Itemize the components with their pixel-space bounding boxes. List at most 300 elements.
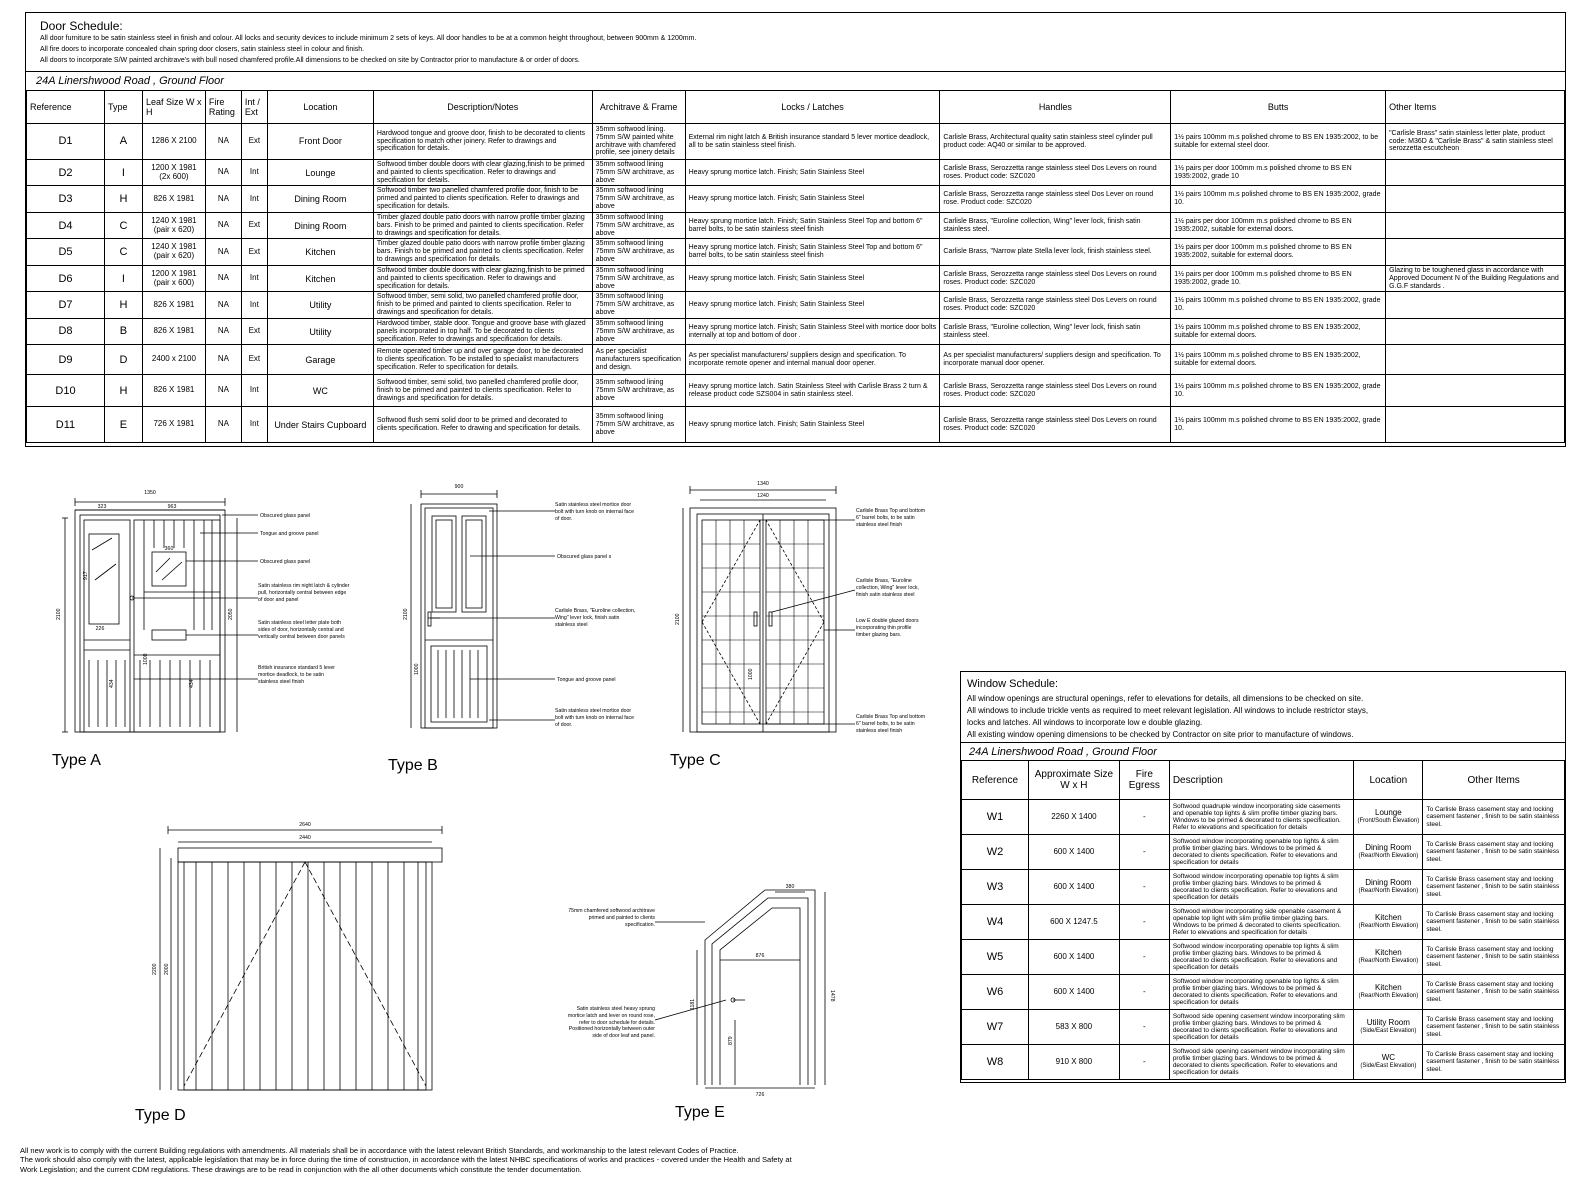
door-cell-ref: D10 xyxy=(27,375,105,407)
door-cell-locks: External rim night latch & British insurance standard 5 lever mortice deadlock, all to be satin stainless steel finish. xyxy=(685,124,940,160)
window-cell-desc: Softwood side opening casement window incorporating slim profile timber glazing bars. Windows to be primed & decorated to clients specification. Refer to elevations and specification for details xyxy=(1169,1045,1354,1080)
col-header: Reference xyxy=(962,761,1029,800)
window-note: All existing window opening dimensions to be checked by Contractor on site prior to manufacture of windows. xyxy=(967,730,1354,739)
door-cell-loc: Dining Room xyxy=(267,212,373,238)
col-header: Location xyxy=(267,91,373,124)
door-cell-type: E xyxy=(104,407,142,443)
window-cell-ref: W4 xyxy=(962,905,1029,940)
door-cell-handles: Carlisle Brass, Serozzetta range stainless steel Dos Lever on round rose. Product code: SZC020 xyxy=(940,186,1171,212)
col-header: Fire Rating xyxy=(205,91,241,124)
window-cell-desc: Softwood window incorporating openable top lights & slim profile timber glazing bars. Windows to be primed & decorated to clients specification. Refer to elevations and specification for details xyxy=(1169,975,1354,1010)
door-cell-ie: Int xyxy=(241,186,267,212)
door-cell-other xyxy=(1386,160,1565,186)
type-b-drawing xyxy=(411,490,555,728)
door-cell-fire: NA xyxy=(205,212,241,238)
door-cell-ref: D7 xyxy=(27,292,105,318)
annotation: Carlisle Brass, "Euroline collection, Wing" lever lock, finish satin stainless steel xyxy=(555,608,636,628)
door-cell-arch: 35mm softwood lining 75mm S/W architrave, as above xyxy=(592,407,685,443)
dim-label: 963 xyxy=(167,504,177,510)
door-schedule-title: Door Schedule: xyxy=(40,19,123,33)
type-e-label: Type E xyxy=(675,1104,725,1121)
door-cell-ref: D6 xyxy=(27,265,105,291)
type-d-drawing xyxy=(160,826,442,1090)
door-cell-butts: 1½ pairs 100mm m.s polished chrome to BS EN 1935:2002, suitable for external doors. xyxy=(1171,345,1386,375)
type-b-label: Type B xyxy=(388,757,438,774)
dim-label: 2100 xyxy=(675,613,681,625)
footer-line: Work Legislation; and the current CDM regulations. These drawings are to be read in conjunction with the all other documents which constitute the tender documentation. xyxy=(20,1164,582,1174)
window-row xyxy=(962,1010,1565,1045)
door-row xyxy=(27,345,1565,375)
door-note: All door furniture to be satin stainless steel in finish and colour. All locks and security devices to include minimum 2 sets of keys. All door handles to be at a common height throughout, between 900mm & 1200mm. xyxy=(40,35,697,42)
window-cell-desc: Softwood window incorporating side openable casement & openable top light with slim profile timber glazing bars. Windows to be primed & decorated to clients specification. Refer to elevations and specification for details xyxy=(1169,905,1354,940)
window-cell-loc xyxy=(1354,975,1423,1010)
door-cell-ref: D5 xyxy=(27,239,105,265)
window-cell-desc: Softwood window incorporating openable top lights & slim profile timber glazing bars. Windows to be primed & decorated to clients specification. Refer to elevations and specification for details xyxy=(1169,870,1354,905)
col-header: Other Items xyxy=(1386,91,1565,124)
annotation: Satin stainless steel letter plate both sides of door, horizontally central and vertically central between door panels xyxy=(258,620,345,640)
door-cell-other xyxy=(1386,407,1565,443)
dim-label: 2440 xyxy=(299,835,311,841)
col-header: Butts xyxy=(1171,91,1386,124)
door-cell-other xyxy=(1386,345,1565,375)
door-cell-arch: As per specialist manufacturers specification and design. xyxy=(592,345,685,375)
window-schedule xyxy=(960,671,1566,1083)
door-cell-type: I xyxy=(104,160,142,186)
door-cell-locks: Heavy sprung mortice latch. Finish; Satin Stainless Steel xyxy=(685,160,940,186)
annotation: Carlisle Brass, "Euroline collection, Wing" lever lock, finish satin stainless steel xyxy=(856,578,919,598)
door-cell-arch: 35mm softwood lining 75mm S/W architrave, as above xyxy=(592,212,685,238)
annotation: Tongue and groove panel xyxy=(557,677,616,683)
door-cell-type: D xyxy=(104,345,142,375)
door-note: All doors to incorporate S/W painted architrave's with bull nosed chamfered profile.All dimensions to be checked on site by Contractor prior to manufacture & or order of doors. xyxy=(40,57,580,64)
window-cell-desc: Softwood window incorporating openable top lights & slim profile timber glazing bars. Windows to be primed & decorated to clients specification. Refer to elevations and specification for details xyxy=(1169,940,1354,975)
window-location: Lounge xyxy=(1375,808,1402,818)
annotation: Satin stainless steel mortice door bolt with turn knob on internal face of door. xyxy=(555,502,635,522)
col-header: Leaf Size W x H xyxy=(142,91,205,124)
window-table xyxy=(961,760,1565,1080)
dim-label: 2100 xyxy=(403,608,409,620)
door-cell-desc: Softwood timber, semi solid, two panelled chamfered profile door, finish to be primed and painted to clients specification. Refer to drawings and specification for details. xyxy=(373,375,592,407)
door-cell-type: B xyxy=(104,318,142,344)
col-header: Description/Notes xyxy=(373,91,592,124)
window-cell-loc xyxy=(1354,1010,1423,1045)
door-cell-type: C xyxy=(104,239,142,265)
door-row xyxy=(27,292,1565,318)
door-cell-desc: Softwood timber two panelled chamfered profile door, finish to be primed and painted to clients specification. Refer to drawings and specification for details. xyxy=(373,186,592,212)
door-row xyxy=(27,265,1565,291)
window-elevation: (Rear/North Elevation) xyxy=(1358,993,1419,1000)
door-cell-loc: Dining Room xyxy=(267,186,373,212)
window-cell-ref: W6 xyxy=(962,975,1029,1010)
window-row xyxy=(962,940,1565,975)
door-schedule-subtitle: 24A Linershwood Road , Ground Floor xyxy=(26,71,1565,89)
door-cell-handles: Carlisle Brass, Serozzetta range stainless steel Dos Levers on round roses. Product code: SZC020 xyxy=(940,407,1171,443)
door-cell-fire: NA xyxy=(205,124,241,160)
window-cell-other: To Carlisle Brass casement stay and locking casement fastener , finish to be satin stainless steel. xyxy=(1423,905,1565,940)
door-row xyxy=(27,407,1565,443)
door-cell-ie: Int xyxy=(241,407,267,443)
door-cell-size: 1286 X 2100 xyxy=(142,124,205,160)
dim-label: 226 xyxy=(95,626,105,632)
window-note: All window openings are structural openings, refer to elevations for details, all dimensions to be checked on site. xyxy=(967,694,1364,703)
col-header: Fire Egress xyxy=(1119,761,1169,800)
window-row xyxy=(962,975,1565,1010)
window-elevation: (Rear/North Elevation) xyxy=(1358,958,1419,965)
window-cell-fire: - xyxy=(1119,940,1169,975)
door-cell-butts: 1½ pairs 100mm m.s polished chrome to BS EN 1935:2002, grade 10. xyxy=(1171,186,1386,212)
window-cell-other: To Carlisle Brass casement stay and locking casement fastener , finish to be satin stainless steel. xyxy=(1423,1010,1565,1045)
window-row xyxy=(962,835,1565,870)
door-cell-desc: Softwood flush semi solid door to be primed and decorated to clients specification. Refer to drawing and specification for details. xyxy=(373,407,592,443)
door-cell-other xyxy=(1386,212,1565,238)
door-cell-ie: Int xyxy=(241,292,267,318)
door-cell-arch: 35mm softwood lining 75mm S/W architrave, as above xyxy=(592,265,685,291)
door-cell-other: Glazing to be toughened glass in accordance with Approved Document N of the Building Regulations and G.G.F standards . xyxy=(1386,265,1565,291)
door-type-drawings xyxy=(0,480,960,1140)
door-cell-desc: Remote operated timber up and over garage door, to be decorated to clients specification. To be installed to specialist manufacturers specification. Refer to specification for details. xyxy=(373,345,592,375)
door-cell-type: H xyxy=(104,186,142,212)
door-cell-ref: D9 xyxy=(27,345,105,375)
door-cell-other: "Carlisle Brass" satin stainless letter plate, product code: M36D & "Carlisle Brass" & satin stainless steel serozzetta escutcheon xyxy=(1386,124,1565,160)
door-cell-loc: WC xyxy=(267,375,373,407)
window-cell-fire: - xyxy=(1119,870,1169,905)
door-cell-fire: NA xyxy=(205,186,241,212)
annotation: Tongue and groove panel xyxy=(260,531,319,537)
dim-label: 1340 xyxy=(757,481,769,487)
dim-label: 726 xyxy=(755,1092,765,1098)
door-cell-ref: D4 xyxy=(27,212,105,238)
window-row xyxy=(962,870,1565,905)
door-cell-size: 1240 X 1981 (pair x 620) xyxy=(142,239,205,265)
door-cell-ref: D2 xyxy=(27,160,105,186)
window-cell-ref: W3 xyxy=(962,870,1029,905)
door-cell-type: H xyxy=(104,292,142,318)
window-elevation: (Rear/North Elevation) xyxy=(1358,923,1419,930)
dim-label: 2200 xyxy=(152,963,158,975)
door-cell-locks: Heavy sprung mortice latch. Finish; Satin Stainless Steel xyxy=(685,265,940,291)
door-cell-ie: Ext xyxy=(241,124,267,160)
door-cell-fire: NA xyxy=(205,160,241,186)
col-header: Other Items xyxy=(1423,761,1565,800)
door-cell-locks: Heavy sprung mortice latch. Finish; Satin Stainless Steel with mortice door bolts internally at top and bottom of door . xyxy=(685,318,940,344)
annotation: Obscured glass panel xyxy=(260,513,311,519)
col-header: Int / Ext xyxy=(241,91,267,124)
door-cell-loc: Under Stairs Cupboard xyxy=(267,407,373,443)
door-cell-ref: D11 xyxy=(27,407,105,443)
window-location: Kitchen xyxy=(1375,913,1402,923)
window-elevation: (Rear/North Elevation) xyxy=(1358,888,1419,895)
dim-label: 876 xyxy=(755,953,765,959)
door-cell-fire: NA xyxy=(205,375,241,407)
window-cell-other: To Carlisle Brass casement stay and locking casement fastener , finish to be satin stainless steel. xyxy=(1423,835,1565,870)
door-cell-desc: Softwood timber double doors with clear glazing,finish to be primed and painted to clients specification. Refer to drawings and specification for details. xyxy=(373,265,592,291)
door-cell-ie: Int xyxy=(241,265,267,291)
door-cell-fire: NA xyxy=(205,407,241,443)
dim-label: 2640 xyxy=(299,822,311,828)
window-cell-desc: Softwood quadruple window incorporating side casements and openable top lights & slim profile timber glazing bars. Windows to be primed & decorated to clients specification. Refer to elevations and specification for details xyxy=(1169,800,1354,835)
dim-label: 360 xyxy=(164,546,174,552)
door-cell-desc: Hardwood timber, stable door. Tongue and groove base with glazed panels incorporated in top half. To be decorated to clients specification. Refer to drawings and specification for details. xyxy=(373,318,592,344)
door-cell-fire: NA xyxy=(205,345,241,375)
window-cell-loc xyxy=(1354,1045,1423,1080)
window-cell-fire: - xyxy=(1119,905,1169,940)
annotation: Obscured glass panel s xyxy=(557,554,612,560)
door-cell-handles: Carlisle Brass, Architectural quality satin stainless steel cylinder pull product code: AQ40 or similar to be approved. xyxy=(940,124,1171,160)
door-row xyxy=(27,160,1565,186)
window-elevation: (Rear/North Elevation) xyxy=(1358,853,1419,860)
dim-label: 323 xyxy=(97,504,107,510)
door-cell-size: 826 X 1981 xyxy=(142,375,205,407)
door-cell-butts: 1½ pairs per door 100mm m.s polished chrome to BS EN 1935:2002, suitable for external doors. xyxy=(1171,239,1386,265)
door-cell-butts: 1½ pairs per door 100mm m.s polished chrome to BS EN 1935:2002, suitable for external doors. xyxy=(1171,212,1386,238)
col-header: Locks / Latches xyxy=(685,91,940,124)
door-cell-handles: Carlisle Brass, Serozzetta range stainless steel Dos Levers on round roses. Product code: SZC020 xyxy=(940,160,1171,186)
window-table-header xyxy=(962,761,1565,800)
door-cell-size: 1200 X 1981 (2x 600) xyxy=(142,160,205,186)
annotation: Satin stainless rim night latch & cylinder pull, horizontally central between edge of door and panel xyxy=(258,583,350,603)
annotation: Satin stainless steel mortice door bolt with turn knob on internal face of door. xyxy=(555,708,635,728)
type-e-drawing xyxy=(655,890,825,1088)
annotation: Carlisle Brass Top and bottom 6" barrel bolts, to be satin stainless steel finish xyxy=(856,714,926,734)
door-cell-loc: Utility xyxy=(267,292,373,318)
window-cell-ref: W5 xyxy=(962,940,1029,975)
window-cell-other: To Carlisle Brass casement stay and locking casement fastener , finish to be satin stainless steel. xyxy=(1423,870,1565,905)
door-cell-arch: 35mm softwood lining 75mm S/W architrave, as above xyxy=(592,160,685,186)
dim-label: 1000 xyxy=(748,668,754,680)
dim-label: 1000 xyxy=(143,653,149,665)
door-cell-type: H xyxy=(104,375,142,407)
door-cell-locks: Heavy sprung mortice latch. Finish; Satin Stainless Steel Top and bottom 6" barrel bolts, to be satin stainless steel finish xyxy=(685,239,940,265)
door-cell-handles: Carlisle Brass, "Euroline collection, Wing" lever lock, finish satin stainless steel. xyxy=(940,212,1171,238)
door-cell-type: C xyxy=(104,212,142,238)
dim-label: 1240 xyxy=(757,493,769,499)
door-cell-locks: Heavy sprung mortice latch. Finish; Satin Stainless Steel xyxy=(685,292,940,318)
window-cell-size: 583 X 800 xyxy=(1028,1010,1119,1045)
col-header: Reference xyxy=(27,91,105,124)
window-cell-ref: W2 xyxy=(962,835,1029,870)
window-elevation: (Side/East Elevation) xyxy=(1360,1028,1417,1035)
door-cell-desc: Timber glazed double patio doors with narrow profile timber glazing bars. Finish to be primed and painted to clients specification. Refer to drawings and specification for details. xyxy=(373,212,592,238)
window-location: Utility Room xyxy=(1366,1018,1410,1028)
door-cell-arch: 35mm softwood lining 75mm S/W architrave, as above xyxy=(592,186,685,212)
window-elevation: (Front/South Elevation) xyxy=(1357,818,1420,825)
window-location: Dining Room xyxy=(1365,878,1412,888)
dim-label: 2100 xyxy=(56,608,62,620)
window-cell-desc: Softwood side opening casement window incorporating slim profile timber glazing bars. Windows to be primed & decorated to clients specification. Refer to elevations and specification for details xyxy=(1169,1010,1354,1045)
dim-label: 900 xyxy=(454,484,464,490)
door-cell-ie: Ext xyxy=(241,345,267,375)
window-cell-size: 910 X 800 xyxy=(1028,1045,1119,1080)
door-cell-fire: NA xyxy=(205,292,241,318)
door-cell-fire: NA xyxy=(205,239,241,265)
door-cell-arch: 35mm softwood lining 75mm S/W architrave, as above xyxy=(592,375,685,407)
door-cell-size: 826 X 1981 xyxy=(142,186,205,212)
col-header: Architrave & Frame xyxy=(592,91,685,124)
door-cell-locks: Heavy sprung mortice latch. Finish; Satin Stainless Steel xyxy=(685,407,940,443)
window-cell-other: To Carlisle Brass casement stay and locking casement fastener , finish to be satin stainless steel. xyxy=(1423,975,1565,1010)
door-cell-other xyxy=(1386,239,1565,265)
window-cell-other: To Carlisle Brass casement stay and locking casement fastener , finish to be satin stainless steel. xyxy=(1423,940,1565,975)
door-cell-ie: Ext xyxy=(241,318,267,344)
window-cell-other: To Carlisle Brass casement stay and locking casement fastener , finish to be satin stainless steel. xyxy=(1423,800,1565,835)
door-cell-butts: 1½ pairs 100mm m.s polished chrome to BS EN 1935:2002, to be suitable for external steel door. xyxy=(1171,124,1386,160)
window-elevation: (Side/East Elevation) xyxy=(1360,1063,1417,1070)
window-cell-fire: - xyxy=(1119,1045,1169,1080)
door-note: All fire doors to incorporate concealed chain spring door closers, satin stainless steel in colour and finish. xyxy=(40,46,365,53)
door-cell-butts: 1½ pairs per door 100mm m.s polished chrome to BS EN 1935:2002, grade 10 xyxy=(1171,160,1386,186)
door-cell-loc: Kitchen xyxy=(267,265,373,291)
window-row xyxy=(962,1045,1565,1080)
door-cell-arch: 35mm softwood lining 75mm S/W architrave, as above xyxy=(592,292,685,318)
door-cell-type: I xyxy=(104,265,142,291)
window-cell-fire: - xyxy=(1119,975,1169,1010)
door-cell-desc: Timber glazed double patio doors with narrow profile timber glazing bars. Finish to be primed and painted to clients specification. Refer to drawings and specification for details. xyxy=(373,239,592,265)
door-cell-desc: Hardwood tongue and groove door, finish to be decorated to clients specification to match other joinery. Refer to drawings and specification for details. xyxy=(373,124,592,160)
door-cell-ref: D1 xyxy=(27,124,105,160)
door-cell-size: 1200 X 1981 (pair x 600) xyxy=(142,265,205,291)
door-cell-butts: 1½ pairs 100mm m.s polished chrome to BS EN 1935:2002, grade 10. xyxy=(1171,292,1386,318)
window-cell-size: 600 X 1247.5 xyxy=(1028,905,1119,940)
window-cell-size: 600 X 1400 xyxy=(1028,975,1119,1010)
door-cell-size: 826 X 1981 xyxy=(142,292,205,318)
door-row xyxy=(27,186,1565,212)
type-a-label: Type A xyxy=(52,752,101,769)
door-cell-size: 2400 x 2100 xyxy=(142,345,205,375)
door-cell-ref: D8 xyxy=(27,318,105,344)
door-cell-other xyxy=(1386,292,1565,318)
window-cell-ref: W1 xyxy=(962,800,1029,835)
col-header: Description xyxy=(1169,761,1354,800)
door-cell-handles: Carlisle Brass, Serozzetta range stainless steel Dos Levers on round roses. Product code: SZC020 xyxy=(940,375,1171,407)
door-cell-loc: Utility xyxy=(267,318,373,344)
door-cell-locks: Heavy sprung mortice latch. Finish; Satin Stainless Steel Top and bottom 6" barrel bolts, to be satin stainless steel finish xyxy=(685,212,940,238)
window-cell-ref: W7 xyxy=(962,1010,1029,1045)
dim-label: 879 xyxy=(728,1036,734,1045)
col-header: Handles xyxy=(940,91,1171,124)
door-row xyxy=(27,124,1565,160)
door-cell-fire: NA xyxy=(205,265,241,291)
dim-label: 2050 xyxy=(228,608,234,620)
annotation: British insurance standard 5 lever mortice deadlock, to be satin stainless steel finish xyxy=(258,665,335,685)
door-cell-size: 726 X 1981 xyxy=(142,407,205,443)
type-c-drawing xyxy=(683,486,855,732)
window-table-body xyxy=(962,800,1565,1080)
annotation: Satin stainless steel heavy sprung mortice latch and lever on round rose, refer to door schedule for details. Positioned horizontally between outer side of door leaf and panel. xyxy=(567,1006,655,1039)
window-schedule-title: Window Schedule: xyxy=(967,678,1059,690)
door-cell-type: A xyxy=(104,124,142,160)
window-location: Kitchen xyxy=(1375,948,1402,958)
door-row xyxy=(27,239,1565,265)
window-cell-fire: - xyxy=(1119,1010,1169,1045)
dim-label: 434 xyxy=(109,679,115,688)
door-cell-arch: 35mm softwood lining 75mm S/W architrave, as above xyxy=(592,318,685,344)
window-cell-ref: W8 xyxy=(962,1045,1029,1080)
door-cell-loc: Lounge xyxy=(267,160,373,186)
door-cell-fire: NA xyxy=(205,318,241,344)
annotation: 75mm chamfered softwood architrave primed and painted to clients specification. xyxy=(568,908,655,928)
window-note: All windows to include trickle vents as required to meet relevant legislation. All windows to include restrictor stays, xyxy=(967,706,1369,715)
window-row xyxy=(962,800,1565,835)
dim-label: 1478 xyxy=(829,990,835,1002)
col-header: Approximate Size W x H xyxy=(1028,761,1119,800)
door-cell-locks: Heavy sprung mortice latch. Satin Stainless Steel with Carlisle Brass 2 turn & release product code SZS004 in satin stainless steel. xyxy=(685,375,940,407)
window-row xyxy=(962,905,1565,940)
door-cell-handles: Carlisle Brass, "Narrow plate Stella lever lock, finish stainless steel. xyxy=(940,239,1171,265)
dim-label: 917 xyxy=(83,571,89,580)
door-cell-butts: 1½ pairs per door 100mm m.s polished chrome to BS EN 1935:2002, grade 10. xyxy=(1171,265,1386,291)
window-cell-loc xyxy=(1354,870,1423,905)
door-cell-other xyxy=(1386,318,1565,344)
dim-label: 380 xyxy=(785,884,795,890)
window-cell-loc xyxy=(1354,835,1423,870)
door-cell-handles: As per specialist manufacturers/ suppliers design and specification. To incorporate manual door opener. xyxy=(940,345,1171,375)
door-cell-butts: 1½ pairs 100mm m.s polished chrome to BS EN 1935:2002, grade 10. xyxy=(1171,375,1386,407)
footer-line: The work should also comply with the latest, applicable legislation that may be in force during the time of construction, in accordance with the latest NHBC specifications of works and practices - covered under the Health and Safety at xyxy=(20,1155,792,1165)
door-cell-loc: Garage xyxy=(267,345,373,375)
door-cell-ref: D3 xyxy=(27,186,105,212)
annotation: Carlisle Brass Top and bottom 6" barrel bolts, to be satin stainless steel finish xyxy=(856,508,926,528)
door-cell-ie: Ext xyxy=(241,239,267,265)
door-schedule xyxy=(25,12,1566,447)
door-cell-handles: Carlisle Brass, "Euroline collection, Wing" lever lock, finish satin stainless steel. xyxy=(940,318,1171,344)
window-cell-fire: - xyxy=(1119,835,1169,870)
door-cell-other xyxy=(1386,375,1565,407)
door-row xyxy=(27,375,1565,407)
door-cell-desc: Softwood timber, semi solid, two panelled chamfered profile door, finish to be primed and painted to clients specification. Refer to drawings and specification for details. xyxy=(373,292,592,318)
annotation: Obscured glass panel xyxy=(260,559,311,565)
window-cell-size: 600 X 1400 xyxy=(1028,940,1119,975)
window-location: Dining Room xyxy=(1365,843,1412,853)
door-cell-arch: 35mm softwood lining. 75mm S/W painted white architrave with chamfered profile, see joinery details xyxy=(592,124,685,160)
window-cell-size: 600 X 1400 xyxy=(1028,870,1119,905)
dim-label: 2000 xyxy=(164,963,170,975)
door-cell-butts: 1½ pairs 100mm m.s polished chrome to BS EN 1935:2002, suitable for external doors. xyxy=(1171,318,1386,344)
door-row xyxy=(27,212,1565,238)
door-cell-other xyxy=(1386,186,1565,212)
door-table-header xyxy=(27,91,1565,124)
door-cell-loc: Kitchen xyxy=(267,239,373,265)
door-cell-size: 826 X 1981 xyxy=(142,318,205,344)
door-cell-butts: 1½ pairs 100mm m.s polished chrome to BS EN 1935:2002, grade 10. xyxy=(1171,407,1386,443)
door-row xyxy=(27,318,1565,344)
col-header: Location xyxy=(1354,761,1423,800)
type-d-label: Type D xyxy=(135,1107,186,1124)
dim-label: 434 xyxy=(189,679,195,688)
footer-line: All new work is to comply with the current Building regulations with amendments. All materials shall be in accordance with the latest relevant British Standards, and workmanship to the latest relevant Codes of Practice. xyxy=(20,1146,739,1155)
window-cell-desc: Softwood window incorporating openable top lights & slim profile timber glazing bars. Windows to be primed & decorated to clients specification. Refer to elevations and specification for details xyxy=(1169,835,1354,870)
window-cell-loc xyxy=(1354,800,1423,835)
window-cell-size: 600 X 1400 xyxy=(1028,835,1119,870)
door-cell-desc: Softwood timber double doors with clear glazing,finish to be primed and painted to clients specification. Refer to drawings and specification for details. xyxy=(373,160,592,186)
dim-label: 1350 xyxy=(144,490,156,496)
col-header: Type xyxy=(104,91,142,124)
window-location: WC xyxy=(1381,1053,1396,1063)
footer-notes xyxy=(20,1146,880,1174)
door-cell-loc: Front Door xyxy=(267,124,373,160)
type-c-label: Type C xyxy=(670,752,721,769)
window-cell-loc xyxy=(1354,905,1423,940)
window-cell-fire: - xyxy=(1119,800,1169,835)
door-cell-ie: Int xyxy=(241,375,267,407)
door-table-body xyxy=(27,124,1565,443)
window-cell-loc xyxy=(1354,940,1423,975)
window-note: locks and latches. All windows to incorporate low e double glazing. xyxy=(967,718,1203,727)
door-cell-ie: Int xyxy=(241,160,267,186)
door-cell-size: 1240 X 1981 (pair x 620) xyxy=(142,212,205,238)
door-table xyxy=(26,90,1565,443)
dim-label: 1181 xyxy=(690,998,696,1010)
dim-label: 1000 xyxy=(414,663,420,675)
